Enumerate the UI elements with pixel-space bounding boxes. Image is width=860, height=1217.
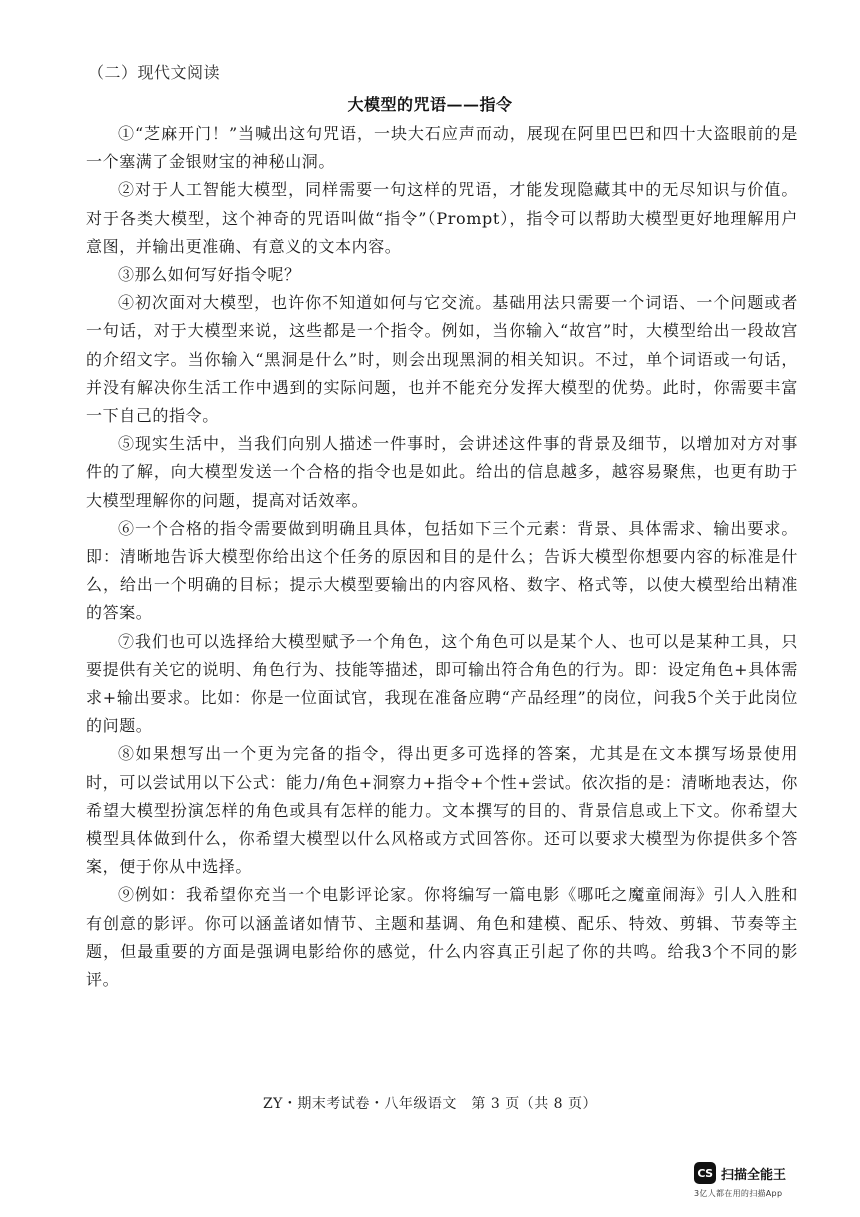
page-footer: ZY・期末考试卷・八年级语文 第 3 页（共 8 页） <box>262 1096 598 1112</box>
paragraph-5: ⑤现实生活中，当我们向别人描述一件事时，会讲述这件事的背景及细节，以增加对方对事件的了解，向大模型发送一个合格的指令也是如此。给出的信息越多，越容易聚焦，也更有助于大模型理解你的问题，提高对话效率。 <box>86 434 798 510</box>
watermark-app-name: 扫描全能王 <box>721 1167 787 1183</box>
paragraph-6: ⑥一个合格的指令需要做到明确且具体，包括如下三个元素：背景、具体需求、输出要求。即：清晰地告诉大模型你给出这个任务的原因和目的是什么；告诉大模型你想要内容的标准是什么，给出一个明确的目标；提示大模型要输出的内容风格、数字、格式等，以使大模型给出精准的答案。 <box>86 518 798 623</box>
article-title: 大模型的咒语——指令 <box>347 95 513 114</box>
paragraph-4: ④初次面对大模型，也许你不知道如何与它交流。基础用法只需要一个词语、一个问题或者一句话，对于大模型来说，这些都是一个指令。例如，当你输入“故宫”时，大模型给出一段故宫的介绍文字。当你输入“黑洞是什么”时，则会出现黑洞的相关知识。不过，单个词语或一句话，并没有解决你生活工作中遇到的实际问题，也并不能充分发挥大模型的优势。此时，你需要丰富一下自己的指令。 <box>86 293 798 426</box>
paragraph-7: ⑦我们也可以选择给大模型赋予一个角色，这个角色可以是某个人、也可以是某种工具，只要提供有关它的说明、角色行为、技能等描述，即可输出符合角色的行为。即：设定角色+具体需求+输出要求。比如：你是一位面试官，我现在准备应聘“产品经理”的岗位，问我5个关于此岗位的问题。 <box>86 631 798 736</box>
watermark-tagline: 3亿人都在用的扫描App <box>694 1189 783 1198</box>
section-label: （二）现代文阅读 <box>88 63 221 82</box>
scanner-watermark <box>694 1162 816 1199</box>
paragraph-1: ①“芝麻开门！”当喊出这句咒语，一块大石应声而动，展现在阿里巴巴和四十大盗眼前的是一个塞满了金银财宝的神秘山洞。 <box>86 124 798 172</box>
paragraph-8: ⑧如果想写出一个更为完备的指令，得出更多可选择的答案，尤其是在文本撰写场景使用时，可以尝试用以下公式：能力/角色+洞察力+指令+个性+尝试。依次指的是：清晰地表达，你希望大模型扮演怎样的角色或具有怎样的能力。文本撰写的目的、背景信息或上下文。你希望大模型具体做到什么，你希望大模型以什么风格或方式回答你。还可以要求大模型为你提供多个答案，便于你从中选择。 <box>86 744 798 877</box>
paragraph-3: ③那么如何写好指令呢？ <box>118 265 301 285</box>
camscanner-logo-icon: CS <box>694 1162 716 1184</box>
watermark-brand <box>694 1162 816 1184</box>
paragraph-2: ②对于人工智能大模型，同样需要一句这样的咒语，才能发现隐藏其中的无尽知识与价值。对于各类大模型，这个神奇的咒语叫做“指令”（Prompt），指令可以帮助大模型更好地理解用户意图，并输出更准确、有意义的文本内容。 <box>86 180 798 256</box>
article-body <box>86 120 798 994</box>
paragraph-9: ⑨例如：我希望你充当一个电影评论家。你将编写一篇电影《哪吒之魔童闹海》引人入胜和有创意的影评。你可以涵盖诸如情节、主题和基调、角色和建模、配乐、特效、剪辑、节奏等主题，但最重要的方面是强调电影给你的感觉，什么内容真正引起了你的共鸣。给我3个不同的影评。 <box>86 885 798 990</box>
